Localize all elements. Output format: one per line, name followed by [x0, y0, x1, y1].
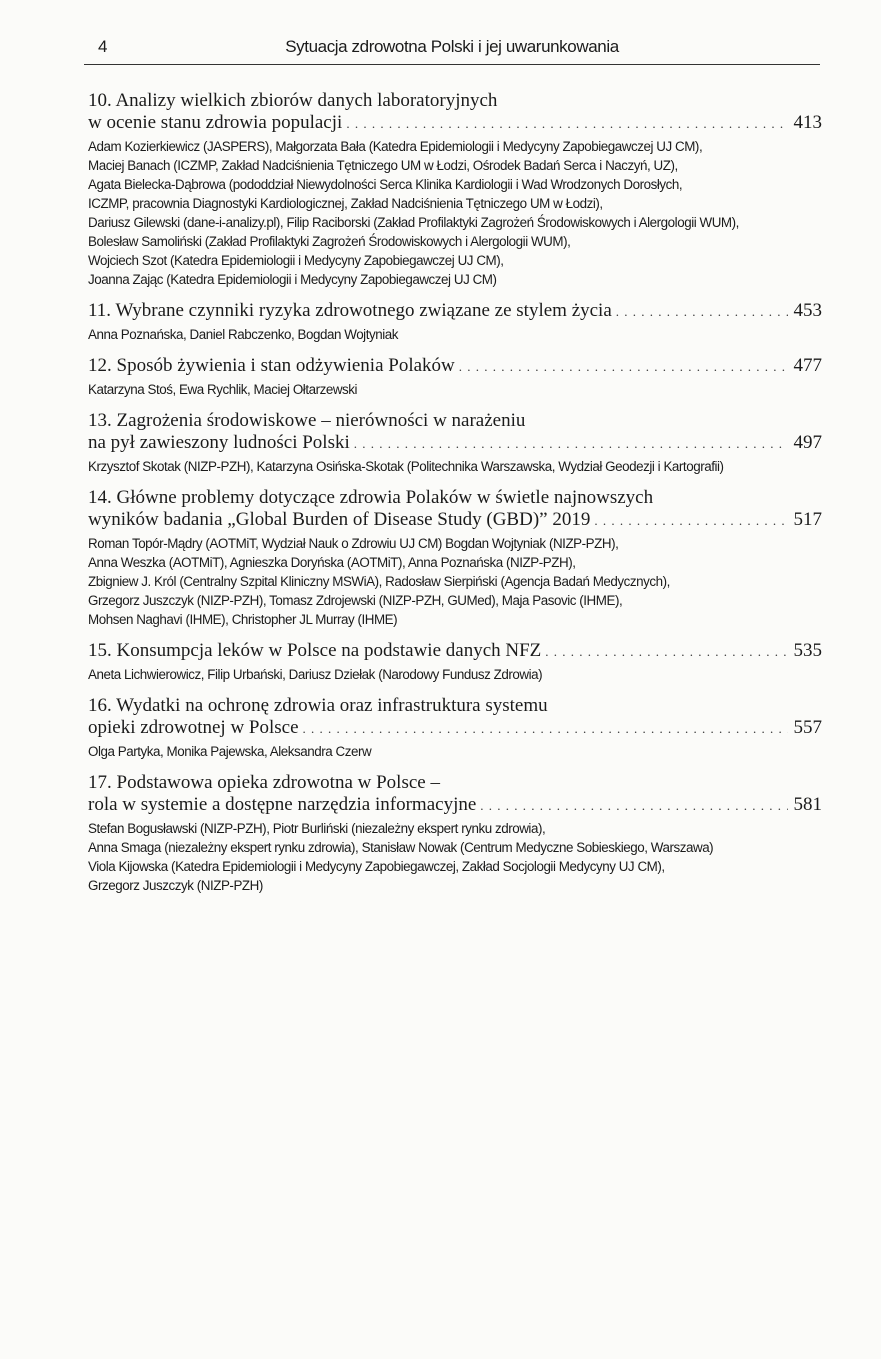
author-line: Anna Smaga (niezależny ekspert rynku zdrowia), Stanisław Nowak (Centrum Medyczne Sobieskiego, Warszawa) [88, 840, 714, 855]
chapter-title: 11. Wybrane czynniki ryzyka zdrowotnego związane ze stylem życia [88, 300, 612, 321]
author-line: Dariusz Gilewski (dane-i-analizy.pl), Filip Raciborski (Zakład Profilaktyki Zagrożeń Środowiskowych i Alergologii WUM), [88, 215, 739, 230]
chapter-title: 10. Analizy wielkich zbiorów danych laboratoryjnych [88, 90, 498, 111]
author-line: Adam Kozierkiewicz (JASPERS), Małgorzata Bała (Katedra Epidemiologii i Medycyny Zapobiegawczej UJ CM), [88, 139, 703, 154]
toc-entry [88, 487, 822, 629]
author-line: Krzysztof Skotak (NIZP-PZH), Katarzyna Osińska-Skotak (Politechnika Warszawska, Wydział Geodezji i Kartografii) [88, 459, 724, 474]
chapter-title: 12. Sposób żywienia i stan odżywienia Polaków [88, 355, 455, 376]
chapter-page-number: 413 [793, 112, 822, 133]
dot-leader [594, 510, 787, 532]
author-line: Anna Weszka (AOTMiT), Agnieszka Doryńska (AOTMiT), Anna Poznańska (NIZP-PZH), [88, 555, 576, 570]
dot-leader [354, 433, 788, 455]
toc-entry-title-line [88, 487, 822, 509]
chapter-title: 14. Główne problemy dotyczące zdrowia Polaków w świetle najnowszych [88, 487, 654, 508]
chapter-authors [88, 457, 822, 476]
dot-leader [346, 113, 787, 135]
chapter-authors [88, 325, 822, 344]
toc-entry [88, 300, 822, 344]
toc-entry [88, 772, 822, 895]
author-line: Agata Bielecka-Dąbrowa (pododdział Niewydolności Serca Klinika Kardiologii i Wad Wrodzonych Dorosłych, [88, 177, 683, 192]
chapter-authors [88, 665, 822, 684]
author-line: Grzegorz Juszczyk (NIZP-PZH), Tomasz Zdrojewski (NIZP-PZH, GUMed), Maja Pasovic (IHME), [88, 593, 623, 608]
chapter-authors [88, 742, 822, 761]
chapter-page-number: 535 [793, 640, 822, 661]
chapter-title: 17. Podstawowa opieka zdrowotna w Polsce – [88, 772, 440, 793]
author-line: Maciej Banach (ICZMP, Zakład Nadciśnienia Tętniczego UM w Łodzi, Ośrodek Badań Serca i Naczyń, UZ), [88, 158, 678, 173]
author-line: Bolesław Samoliński (Zakład Profilaktyki Zagrożeń Środowiskowych i Alergologii WUM), [88, 234, 571, 249]
toc-entry-title-line [88, 794, 822, 817]
dot-leader [480, 795, 787, 817]
chapter-title: 13. Zagrożenia środowiskowe – nierówności w narażeniu [88, 410, 526, 431]
chapter-page-number: 557 [793, 717, 822, 738]
author-line: Wojciech Szot (Katedra Epidemiologii i Medycyny Zapobiegawczej UJ CM), [88, 253, 504, 268]
author-line: Aneta Lichwierowicz, Filip Urbański, Dariusz Dziełak (Narodowy Fundusz Zdrowia) [88, 667, 543, 682]
author-line: Zbigniew J. Król (Centralny Szpital Kliniczny MSWiA), Radosław Sierpiński (Agencja Badań Medycznych), [88, 574, 670, 589]
toc-entry-title-line [88, 112, 822, 135]
toc-entry [88, 695, 822, 761]
chapter-title: na pył zawieszony ludności Polski [88, 432, 350, 453]
running-title: Sytuacja zdrowotna Polski i jej uwarunkowania [285, 37, 619, 56]
chapter-authors [88, 137, 822, 289]
toc-entry-title-line [88, 772, 822, 794]
toc-entry-title-line [88, 695, 822, 717]
page-number: 4 [98, 37, 108, 56]
dot-leader [459, 356, 788, 378]
chapter-page-number: 477 [793, 355, 822, 376]
toc-entry [88, 410, 822, 476]
toc-entry-title-line [88, 410, 822, 432]
toc-entry-title-line [88, 355, 822, 378]
chapter-authors [88, 534, 822, 629]
chapter-title: 15. Konsumpcja leków w Polsce na podstawie danych NFZ [88, 640, 542, 661]
toc-entry-title-line [88, 640, 822, 663]
toc-entry-title-line [88, 509, 822, 532]
page-header [84, 34, 820, 65]
chapter-page-number: 581 [793, 794, 822, 815]
chapter-page-number: 517 [793, 509, 822, 530]
toc-entry [88, 355, 822, 399]
show-through-shadow [780, 1010, 860, 1210]
chapter-title: opieki zdrowotnej w Polsce [88, 717, 299, 738]
author-line: Roman Topór-Mądry (AOTMiT, Wydział Nauk o Zdrowiu UJ CM) Bogdan Wojtyniak (NIZP-PZH), [88, 536, 619, 551]
chapter-title: rola w systemie a dostępne narzędzia informacyjne [88, 794, 477, 815]
chapter-authors [88, 819, 822, 895]
dot-leader [303, 718, 788, 740]
toc-entry-title-line [88, 717, 822, 740]
author-line: Anna Poznańska, Daniel Rabczenko, Bogdan Wojtyniak [88, 327, 398, 342]
author-line: Olga Partyka, Monika Pajewska, Aleksandra Czerw [88, 744, 372, 759]
author-line: Katarzyna Stoś, Ewa Rychlik, Maciej Ołtarzewski [88, 382, 358, 397]
chapter-title: w ocenie stanu zdrowia populacji [88, 112, 343, 133]
toc-entry-title-line [88, 432, 822, 455]
author-line: Viola Kijowska (Katedra Epidemiologii i Medycyny Zapobiegawczej, Zakład Socjologii Medycyny UJ CM), [88, 859, 665, 874]
author-line: Grzegorz Juszczyk (NIZP-PZH) [88, 878, 263, 893]
toc-entry-title-line [88, 300, 822, 323]
dot-leader [616, 301, 788, 323]
chapter-authors [88, 380, 822, 399]
table-of-contents [88, 90, 822, 906]
dot-leader [545, 641, 787, 663]
author-line: Stefan Bogusławski (NIZP-PZH), Piotr Burliński (niezależny ekspert rynku zdrowia), [88, 821, 546, 836]
chapter-page-number: 497 [793, 432, 822, 453]
author-line: ICZMP, pracownia Diagnostyki Kardiologicznej, Zakład Nadciśnienia Tętniczego UM w Łodzi), [88, 196, 603, 211]
chapter-title: wyników badania „Global Burden of Disease Study (GBD)” 2019 [88, 509, 591, 530]
chapter-page-number: 453 [793, 300, 822, 321]
toc-entry [88, 640, 822, 684]
chapter-title: 16. Wydatki na ochronę zdrowia oraz infrastruktura systemu [88, 695, 548, 716]
author-line: Joanna Zając (Katedra Epidemiologii i Medycyny Zapobiegawczej UJ CM) [88, 272, 497, 287]
toc-entry-title-line [88, 90, 822, 112]
toc-entry [88, 90, 822, 289]
author-line: Mohsen Naghavi (IHME), Christopher JL Murray (IHME) [88, 612, 398, 627]
